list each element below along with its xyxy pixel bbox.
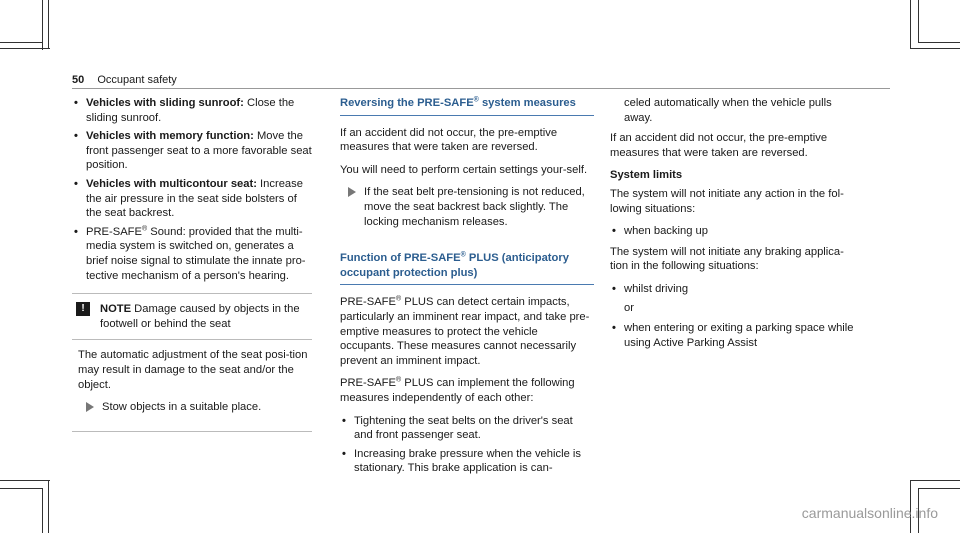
crop-mark	[42, 488, 43, 533]
paragraph: PRE-SAFE® PLUS can detect certain impacts, particularly an imminent rear impact, and take pre-emptive measures to protect the vehicle occupants. These measures cannot necessarily prevent an imminent impact.	[340, 295, 590, 367]
crop-mark	[0, 480, 50, 481]
paragraph: The system will not initiate any braking applica-tion in the following situations:	[610, 245, 844, 273]
crop-mark	[48, 0, 49, 48]
crop-mark	[918, 42, 960, 43]
watermark: carmanualsonline.info	[801, 505, 938, 522]
note-title: NOTE Damage caused by objects in the footwell or behind the seat	[100, 303, 300, 330]
action-step: If the seat belt pre-tensioning is not reduced, move the seat backrest back slightly. The locking mechanism releases.	[340, 185, 594, 229]
subheading: System limits	[610, 169, 683, 182]
list-item: • Tightening the seat belts on the driver's seat and front passenger seat.	[340, 414, 594, 443]
paragraph: You will need to perform certain settings your-self.	[340, 163, 588, 176]
crop-mark	[910, 0, 911, 48]
crop-mark	[0, 488, 42, 489]
plus-measures-list	[340, 414, 594, 476]
arrow-right-icon	[348, 187, 356, 197]
list-item: • when entering or exiting a parking space while using Active Parking Assist	[610, 321, 860, 350]
action-step: Stow objects in a suitable place.	[78, 400, 312, 415]
limits-list	[610, 321, 860, 350]
column-left	[72, 96, 312, 432]
limits-list	[610, 224, 860, 239]
crop-mark	[910, 48, 960, 49]
note-box	[72, 293, 312, 432]
list-item: • PRE-SAFE® Sound: provided that the multi-media system is switched on, generates a brief noise signal to stimulate the innate pro-tective mechanism of a person's hearing.	[72, 225, 312, 283]
crop-mark	[918, 0, 919, 42]
list-item: • Vehicles with memory function: Move the front passenger seat to a more favorable seat position.	[72, 129, 312, 173]
note-body	[72, 340, 312, 414]
note-header	[72, 302, 312, 340]
list-item: • Vehicles with sliding sunroof: Close the sliding sunroof.	[72, 96, 312, 125]
list-item: • Vehicles with multicontour seat: Increase the air pressure in the seat side bolsters of the seat backrest.	[72, 177, 312, 221]
page-number: 50	[72, 74, 85, 86]
paragraph-continued: celed automatically when the vehicle pulls away.	[624, 97, 832, 124]
header-rule	[72, 88, 890, 89]
column-right	[610, 96, 860, 356]
column-middle	[340, 96, 594, 482]
crop-mark	[42, 0, 43, 50]
list-item: • when backing up	[610, 224, 860, 239]
measures-list	[72, 96, 312, 283]
section-heading: Function of PRE-SAFE® PLUS (anticipatory occupant protection plus)	[340, 251, 594, 285]
warning-icon: !	[76, 302, 90, 316]
section-title: Occupant safety	[97, 74, 177, 86]
list-item: • Increasing brake pressure when the vehicle is stationary. This brake application is can-	[340, 447, 594, 476]
note-text: The automatic adjustment of the seat posi-tion may result in damage to the seat and/or the object.	[78, 349, 308, 391]
paragraph: PRE-SAFE® PLUS can implement the following measures independently of each other:	[340, 376, 575, 404]
arrow-right-icon	[86, 402, 94, 412]
paragraph: If an accident did not occur, the pre-emptive measures that were taken are reversed.	[340, 126, 558, 154]
limits-list	[610, 282, 860, 297]
or-text: or	[624, 301, 634, 314]
crop-mark	[918, 488, 960, 489]
crop-mark	[48, 480, 49, 533]
crop-mark	[0, 42, 42, 43]
paragraph: If an accident did not occur, the pre-emptive measures that were taken are reversed.	[610, 132, 828, 159]
list-item: • whilst driving	[610, 282, 860, 297]
paragraph: The system will not initiate any action in the fol-lowing situations:	[610, 187, 844, 215]
crop-mark	[0, 48, 50, 49]
crop-mark	[910, 480, 960, 481]
section-heading: Reversing the PRE-SAFE® system measures	[340, 96, 594, 116]
page-header	[72, 73, 177, 88]
